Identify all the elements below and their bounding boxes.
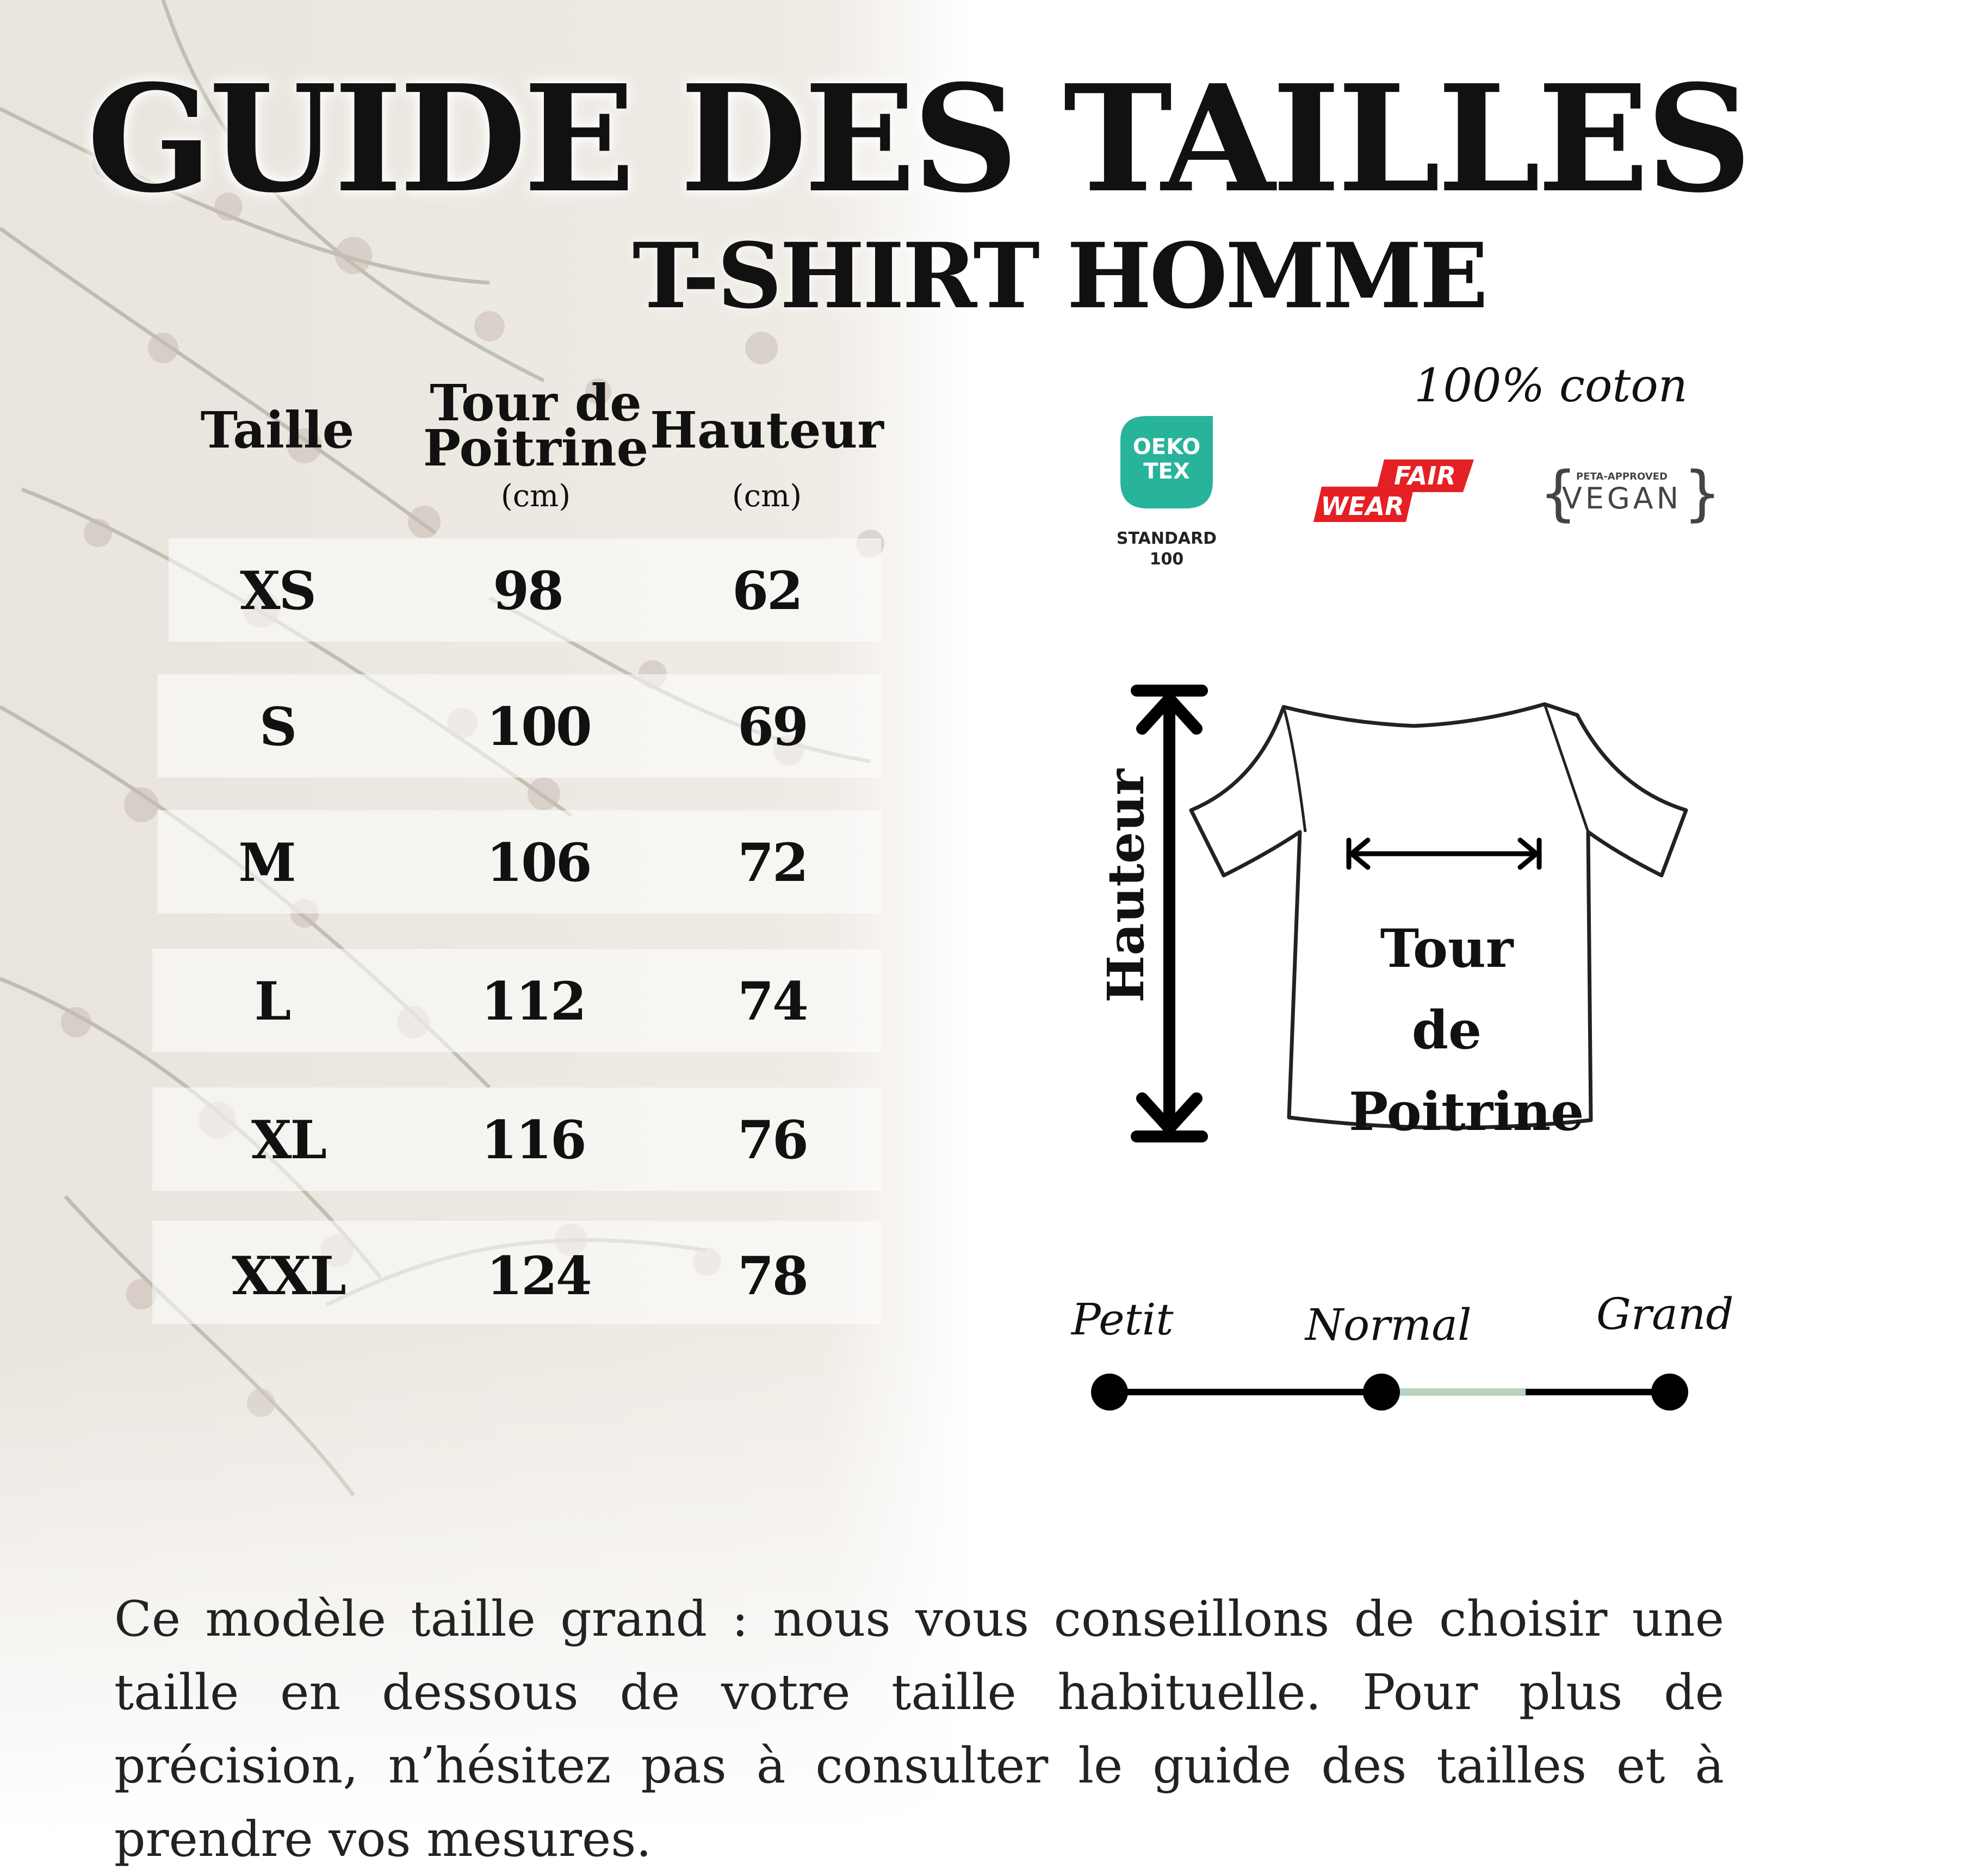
fit-scale — [1066, 1289, 1740, 1436]
header-height-unit: (cm) — [732, 479, 802, 514]
cell-chest: 98 — [493, 560, 562, 622]
vegan-text: VEGAN — [1561, 481, 1682, 515]
cell-height: 69 — [737, 696, 807, 757]
cell-height: 62 — [732, 560, 802, 622]
cell-chest: 116 — [481, 1109, 585, 1171]
cell-height: 72 — [737, 832, 807, 893]
vegan-small-text: PETA-APPROVED — [1576, 471, 1668, 482]
cell-size: M — [238, 832, 295, 893]
fairwear-text-1: FAIR — [1394, 461, 1456, 490]
tshirt-diagram — [1066, 674, 1697, 1164]
page-title: GUIDE DES TAILLES — [86, 52, 1749, 225]
height-label: Hauteur — [1096, 769, 1155, 1003]
cell-chest: 124 — [486, 1245, 591, 1307]
fairwear-logo — [1311, 454, 1479, 530]
fit-label-petit: Petit — [1071, 1294, 1174, 1345]
material-label: 100% coton — [1414, 359, 1688, 412]
vegan-logo — [1528, 457, 1721, 528]
fit-label-grand: Grand — [1596, 1289, 1734, 1339]
cell-chest: 112 — [481, 971, 585, 1032]
size-table — [163, 374, 887, 1359]
header-chest-unit: (cm) — [500, 479, 571, 514]
header-height: Hauteur — [650, 401, 884, 459]
chest-label-line1: Tour de — [1380, 918, 1514, 1061]
oekotex-logo — [1093, 402, 1245, 582]
svg-text:}: } — [1683, 458, 1721, 528]
oekotex-text-1: OEKO — [1132, 434, 1201, 459]
header-chest-line1: Tour de — [430, 374, 642, 432]
cell-size: XL — [251, 1109, 325, 1171]
oekotex-standard: STANDARD — [1116, 529, 1217, 548]
header-chest-line2: Poitrine — [423, 418, 649, 477]
cell-chest: 100 — [486, 696, 591, 757]
svg-text:{: { — [1539, 458, 1577, 528]
cell-size: L — [254, 971, 290, 1032]
header-chest — [413, 374, 658, 477]
cell-size: XXL — [232, 1245, 345, 1307]
fit-dot-petit — [1091, 1374, 1128, 1411]
fit-dot-normal — [1363, 1374, 1400, 1411]
fit-dot-grand — [1651, 1374, 1688, 1411]
chest-label-line2: Poitrine — [1349, 1081, 1584, 1142]
cell-height: 76 — [737, 1109, 807, 1171]
oekotex-text-2: TEX — [1143, 459, 1190, 484]
fit-label-normal: Normal — [1305, 1300, 1472, 1350]
cell-size: XS — [240, 560, 315, 622]
cell-height: 78 — [737, 1245, 807, 1307]
fairwear-text-2: WEAR — [1321, 492, 1404, 521]
chest-label — [1349, 908, 1584, 1153]
oekotex-standard-number: 100 — [1149, 550, 1184, 569]
cell-size: S — [259, 696, 296, 757]
cell-chest: 106 — [486, 832, 591, 893]
cell-height: 74 — [737, 971, 807, 1032]
header-size: Taille — [200, 401, 355, 459]
page-subtitle: T-SHIRT HOMME — [632, 223, 1486, 328]
fit-advice-text: Ce modèle taille grand : nous vous conseillons de choisir une taille en dessous de votre taille habituelle. Pour plus de précision, n’hésitez pas à consulter le guide des tailles et à prendre vos mesures. — [114, 1591, 1724, 1868]
